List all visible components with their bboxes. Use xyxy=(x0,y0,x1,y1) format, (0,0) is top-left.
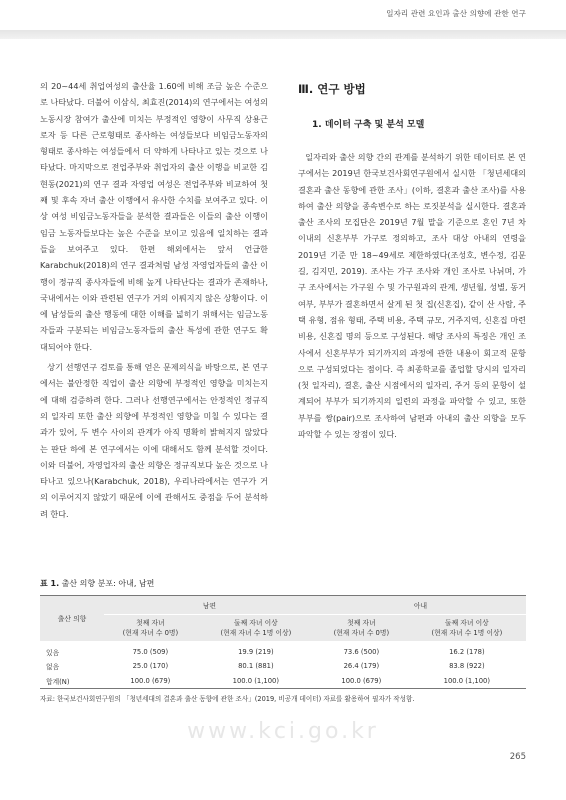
subheader: 첫째 자녀 (현재 자녀 수 0명) xyxy=(315,615,408,642)
table-caption: 출산 의향 분포: 아내, 남편 xyxy=(61,579,155,588)
table-number: 표 1. xyxy=(40,579,60,588)
table-row: 합계(N) 100.0 (679) 100.0 (1,100) 100.0 (679) 100.0 (1,100) xyxy=(40,674,526,689)
body-paragraph: 일자리와 출산 의향 간의 관계를 분석하기 위한 데이터로 본 연구에서는 2019년 한국보건사회연구원에서 실시한 「청년세대의 결혼과 출산 동향에 관한 조사」(이하, 결혼과 출산 조사)를 사용하여 출산 의향을 종속변수로 하는 로짓분석을 실시한다. 결혼과 출산 조사의 모집단은 2019년 7월 말을 기준으로 혼인 7년 차 이내의 신혼부부 가구로 정의하고, 조사 대상 아내의 연령을 2019년 기준 만 18~49세로 제한하였다(조성호, 변수정, 김문길, 김지민, 2019). 조사는 가구 조사와 개인 조사로 나뉘며, 가구 조사에서는 가구원 수 및 가구원과의 관계, 생년월, 성별, 동거 여부, 부부가 결혼하면서 살게 된 첫 집(신혼집), 같이 산 사람, 주택 유형, 점유 형태, 주택 비용, 주택 규모, 거주지역, 신혼집 마련 비용, 신혼집 명의 등으로 구성된다. 해당 조사의 특징은 개인 조사에서 신혼부부가 되기까지의 과정에 관한 내용이 회고적 문항으로 구성되었다는 점이다. 즉 최종학교를 졸업할 당시의 일자리(첫 일자리), 결혼, 출산 시점에서의 일자리, 주거 등의 문항이 설계되어 부부가 되기까지의 일련의 과정을 파악할 수 있고, 또한 부부를 쌍(pair)으로 조사하여 남편과 아내의 출산 의향을 모두 파악할 수 있는 장점이 있다. xyxy=(298,152,526,440)
body-paragraph: 의 20~44세 취업여성의 출산율 1.60에 비해 조금 높은 수준으로 나타났다. 더불어 이삼식, 최효진(2014)의 연구에서는 여성의 노동시장 참여가 출산에 미치는 부정적인 영향이 사무직 상용근로자 등 다른 근로형태로 종사하는 여성들보다 비임금노동자의 형태로 종사하는 여성들에서 더 약하게 나타나고 있는 것으로 나타났다. 마지막으로 전업주부와 취업자의 출산 이행을 비교한 김현동(2021)의 연구 결과 자영업 여성은 전업주부와 비교하여 첫째 및 후속 자녀 출산 이행에서 유사한 수치를 보여주고 있다. 이상 여성 비임금노동자들을 분석한 결과들은 이들의 출산 이행이 임금 노동자들보다는 높은 수준을 보이고 있음에 일치하는 결과들을 보여주고 있다. 한편 해외에서는 앞서 언급한 Karabchuk(2018)의 연구 결과처럼 남성 자영업자들의 출산 이행이 정규직 종사자들에 비해 높게 나타난다는 결과가 존재하나, 국내에서는 이와 관련된 연구가 거의 이뤄지지 않은 상황이다. 이에 남성들의 출산 행동에 대한 이해를 넓히기 위해서는 임금노동자들과 구분되는 비임금노동자들의 출산 특성에 관한 연구도 확대되어야 한다. xyxy=(40,81,268,352)
left-column xyxy=(40,78,268,522)
table-title xyxy=(40,578,526,589)
table-row: 없음 25.0 (170) 80.1 (881) 26.4 (179) 83.8 (922) xyxy=(46,662,485,672)
page-number: 265 xyxy=(509,752,526,762)
subheader: 둘째 자녀 이상 (현재 자녀 수 1명 이상) xyxy=(408,615,526,642)
running-head: 일자리 관련 요인과 출산 의향에 관한 연구 xyxy=(386,9,526,18)
subheader: 첫째 자녀 (현재 자녀 수 0명) xyxy=(104,615,197,642)
watermark: www.kci.go.kr xyxy=(187,719,379,744)
row-header: 출산 의향 xyxy=(40,596,104,642)
table-block xyxy=(40,578,526,703)
intention-table xyxy=(40,595,526,689)
body-paragraph: 상기 선행연구 검토를 통해 얻은 문제의식을 바탕으로, 본 연구에서는 불안정한 직업이 출산 의향에 부정적인 영향을 미치는지에 대해 검증하려 한다. 그러나 선행연구에서는 안정적인 정규직의 일자리 또한 출산 의향에 부정적인 영향을 미칠 수 있다는 결과가 있어, 두 변수 사이의 관계가 아직 명확히 밝혀지지 않았다는 판단 하에 본 연구에서는 이에 대해서도 함께 분석할 것이다. 이와 더불어, 자영업자의 출산 의향은 정규직보다 높은 것으로 나타나고 있으나(Karabchuk, 2018), 우리나라에서는 연구가 거의 이루어지지 않았기 때문에 이에 관해서도 중점을 두어 분석하려 한다. xyxy=(40,362,268,519)
subheader: 둘째 자녀 이상 (현재 자녀 수 1명 이상) xyxy=(197,615,315,642)
table-row: 있음 75.0 (509) 19.9 (219) 73.6 (500) 16.2 (178) xyxy=(46,647,485,657)
group-header-husband: 남편 xyxy=(104,596,315,615)
right-column xyxy=(298,78,526,442)
header-rule xyxy=(0,30,566,39)
section-title: Ⅲ. 연구 방법 xyxy=(298,82,366,96)
group-header-wife: 아내 xyxy=(315,596,526,615)
subsection-title: 1. 데이터 구축 및 분석 모델 xyxy=(312,120,425,130)
table-source-note: 자료: 한국보건사회연구원의 「청년세대의 결혼과 출산 동향에 관한 조사」(2019, 비공개 데이터) 자료를 활용하여 필자가 작성함. xyxy=(40,695,415,703)
